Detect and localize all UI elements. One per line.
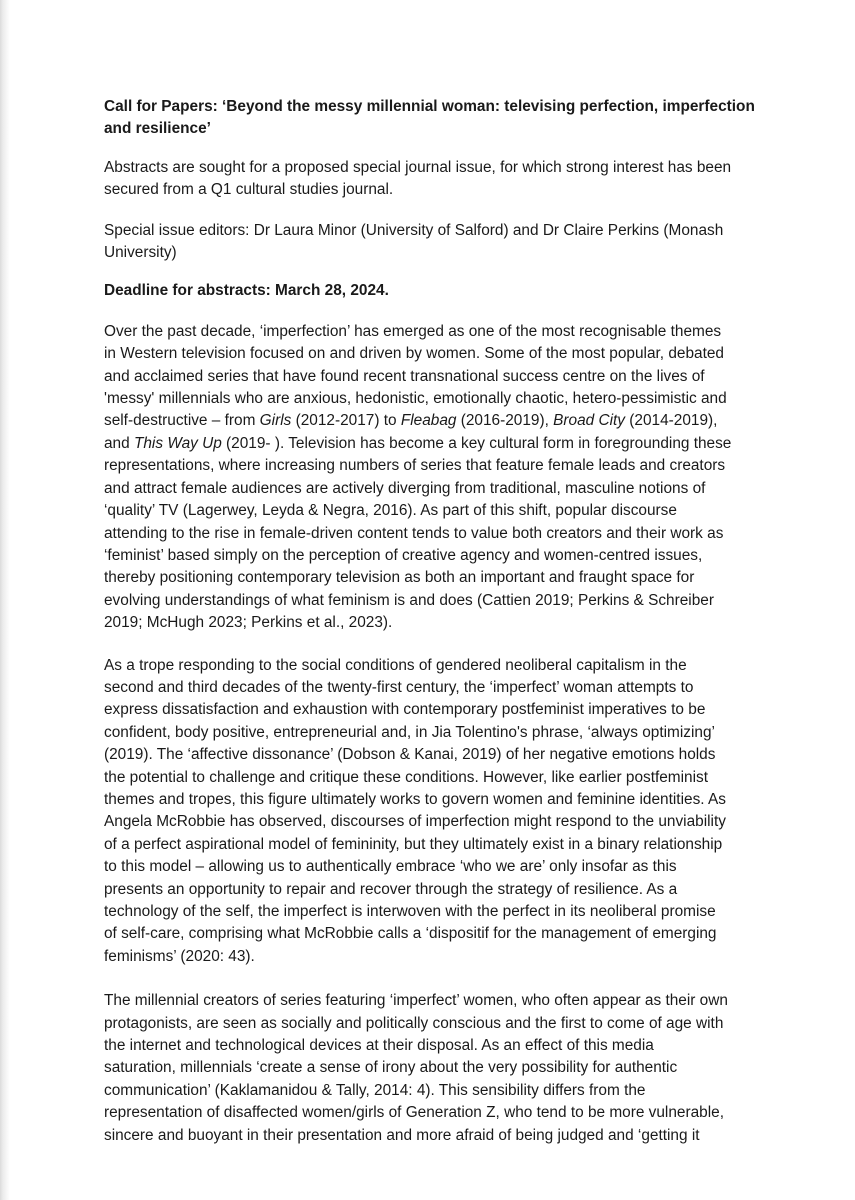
deadline-text: Deadline for abstracts: March 28, 2024. [104, 282, 389, 300]
text-line: the internet and technological devices at their disposal. As an effect of this media [104, 1037, 654, 1055]
text-line: ‘feminist’ based simply on the perception of creative agency and women-centred issues, [104, 546, 703, 564]
text-line: of a perfect aspirational model of femininity, but they ultimately exist in a binary relationship [104, 835, 723, 853]
text-line: communication’ (Kaklamanidou & Tally, 2014: 4). This sensibility differs from the [104, 1081, 646, 1099]
text-line: thereby positioning contemporary television as both an important and fraught space for [104, 569, 695, 587]
text-line: ‘quality’ TV (Lagerwey, Leyda & Negra, 2016). As part of this shift, popular discourse [104, 502, 677, 520]
text-run: (2016-2019), [456, 412, 554, 430]
text-line [104, 433, 804, 455]
text-line: express dissatisfaction and exhaustion with contemporary postfeminist imperatives to be [104, 701, 706, 719]
editors-paragraph [104, 220, 804, 265]
text-line: representations, where increasing numbers of series that feature female leads and creators [104, 457, 726, 475]
text-line: 'messy' millennials who are anxious, hedonistic, emotionally chaotic, hetero-pessimistic and [104, 390, 727, 408]
text-line: themes and tropes, this figure ultimately works to govern women and feminine identities. As [104, 790, 726, 808]
text-run: self-destructive – from [104, 412, 260, 430]
text-line: to this model – allowing us to authentically embrace ‘who we are’ only insofar as this [104, 858, 677, 876]
text-line: protagonists, are seen as socially and politically conscious and the first to come of age with [104, 1014, 724, 1032]
text-line: Angela McRobbie has observed, discourses of imperfection might respond to the unviability [104, 813, 726, 831]
title-line: Call for Papers: ‘Beyond the messy millennial woman: televising perfection, imperfection [104, 98, 755, 115]
text-line: presents an opportunity to repair and recover through the strategy of resilience. As a [104, 880, 678, 898]
text-line: technology of the self, the imperfect is interwoven with the perfect in its neoliberal promise [104, 903, 716, 920]
text-line: Over the past decade, ‘imperfection’ has emerged as one of the most recognisable themes [104, 322, 722, 340]
text-line: attending to the rise in female-driven content tends to value both creators and their work as [104, 524, 724, 542]
text-line: sincere and buoyant in their presentation and more afraid of being judged and ‘getting it [104, 1126, 700, 1144]
text-line: and acclaimed series that have found recent transnational success centre on the lives of [104, 367, 705, 385]
text-line: the potential to challenge and critique these conditions. However, like earlier postfeminist [104, 768, 708, 786]
text-run: (2012-2017) to [291, 412, 401, 430]
text-line: second and third decades of the twenty-first century, the ‘imperfect’ woman attempts to [104, 678, 694, 696]
text-line: 2019; McHugh 2023; Perkins et al., 2023). [104, 614, 393, 632]
series-title-girls: Girls [259, 412, 292, 430]
text-line: As a trope responding to the social conditions of gendered neoliberal capitalism in the [104, 656, 687, 674]
series-title-fleabag: Fleabag [400, 412, 457, 430]
text-line: (2019). The ‘affective dissonance’ (Dobson & Kanai, 2019) of her negative emotions holds [104, 746, 716, 764]
body-paragraph-1 [104, 321, 804, 635]
series-title-broad-city: Broad City [553, 412, 625, 430]
text-line: and attract female audiences are actively diverging from traditional, masculine notions of [104, 479, 706, 497]
body-paragraph-2 [104, 655, 804, 969]
text-line: of self-care, comprising what McRobbie calls a ‘dispositif for the management of emerging [104, 925, 717, 943]
text-run: and [104, 434, 134, 452]
text-line: The millennial creators of series featuring ‘imperfect’ women, who often appear as their own [104, 992, 728, 1010]
text-line: secured from a Q1 cultural studies journal. [104, 181, 394, 199]
text-line: Special issue editors: Dr Laura Minor (University of Salford) and Dr Claire Perkins (Monash [104, 221, 724, 239]
title-line: and resilience’ [104, 120, 211, 138]
text-line: Abstracts are sought for a proposed special journal issue, for which strong interest has been [104, 158, 732, 176]
intro-paragraph [104, 157, 804, 202]
text-line: University) [104, 244, 177, 262]
page-edge-shadow [0, 0, 10, 1200]
text-line [104, 410, 804, 432]
series-title-this-way-up: This Way Up [133, 434, 222, 452]
text-line: feminisms’ (2020: 43). [104, 947, 255, 965]
text-line: in Western television focused on and driven by women. Some of the most popular, debated [104, 345, 724, 363]
text-line: representation of disaffected women/girls of Generation Z, who tend to be more vulnerable, [104, 1104, 724, 1122]
text-line: confident, body positive, entrepreneurial and, in Jia Tolentino's phrase, ‘always optimizing’ [104, 723, 715, 741]
text-line: saturation, millennials ‘create a sense of irony about the very possibility for authentic [104, 1059, 678, 1077]
text-run: (2019- ). Television has become a key cultural form in foregrounding these [221, 434, 732, 452]
document-title [104, 96, 804, 141]
body-paragraph-3 [104, 990, 804, 1147]
deadline [104, 280, 804, 302]
text-run: (2014-2019), [625, 412, 718, 430]
document-body [104, 96, 804, 1147]
text-line: evolving understandings of what feminism is and does (Cattien 2019; Perkins & Schreiber [104, 591, 714, 609]
